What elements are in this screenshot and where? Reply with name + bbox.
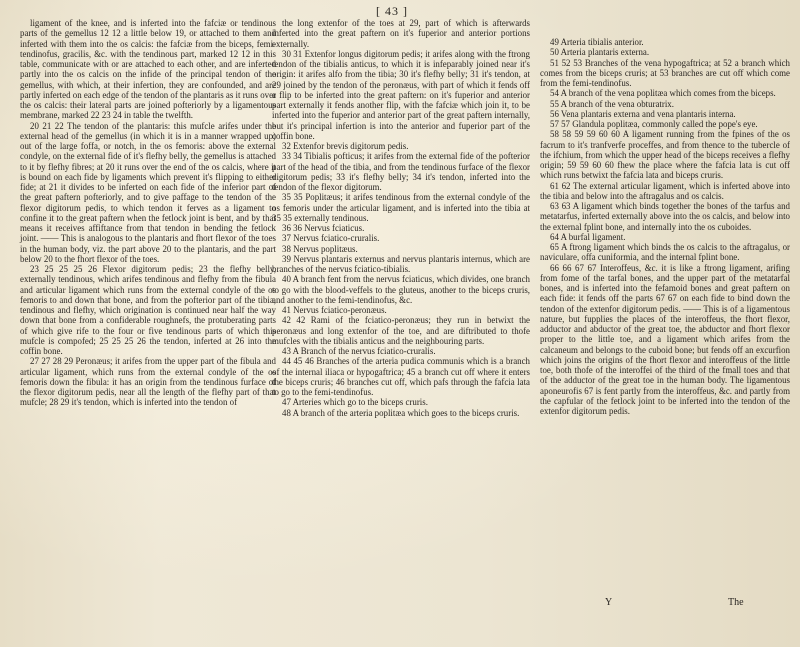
paragraph: 47 Arteries which go to the biceps cruris. [282, 397, 428, 408]
page-number: [ 43 ] [376, 4, 408, 18]
paragraph: 54 A branch of the vena poplitæa which comes from the biceps. [550, 88, 776, 99]
text-column-left [20, 18, 276, 408]
text-column-middle [272, 18, 530, 418]
paragraph: 50 Arteria plantaris externa. [550, 47, 650, 58]
paragraph: 43 A Branch of the nervus fciatico-cruralis. [282, 346, 436, 356]
paragraph: 39 Nervus plantaris externus and nervus plantaris internus, which are branches of the nervus fciatico-tibialis. [272, 253, 530, 274]
paragraph: 64 A burfal ligament. [550, 231, 626, 242]
paragraph: 33 34 Tibialis pofticus; it arifes from the external fide of the pofterior part of the head of the tibia, and from the tendinous furface of the flexor digitorum pedis; 33 it's flefhy belly; 34 it's tendon, inferted into the tendon of the flexor digitorum. [272, 151, 530, 192]
paragraph: 63 63 A ligament which binds together the bones of the tarfus and metatarfus, inferted externally above into the os calcis, and below into the external fplint bone, and internally into the os cuboides. [540, 201, 790, 232]
paragraph: 35 35 Poplitæus; it arifes tendinous from the external condyle of the os femoris under the articular ligament, and is inferted into the tibia at 35 35 externally tendinous. [272, 192, 530, 223]
paragraph: 61 62 The external articular ligament, which is inferted above into the tibia and below into the aftragalus and os calcis. [540, 180, 790, 201]
paragraph: 27 27 28 29 Peronæus; it arifes from the upper part of the fibula and articular ligament, which runs from the external condyle of the os femoris down the fibula: it has an origin from the tendinous furface of the flexor digitorum pedis, near all the length of the flefhy part of that mufcle; 28 29 it's tendon, which is inferted into the tendon of [20, 356, 276, 408]
paragraph: 38 Nervus poplitæus. [282, 243, 358, 254]
paragraph: 20 21 22 The tendon of the plantaris: this mufcle arifes under the external head of the gemellus (in which it is in a manner wrapped up) out of the large foffa, or notch, in the os femoris: above the external condyle, on the external fide of it's flefhy belly, the gemellus is attached to it by flefhy fibres; at 20 it runs over the end of the os calcis, where it is bound on each fide by ligaments which prevent it's flipping to either fide; at 21 it divides to be inferted on each fide of the inferior part of the great paftern pofteriorly, and to give paffage to the tendon of the flexor digitorum pedis, to which tendon it ferves as a ligament to confine it to the great paftern when the fetlock joint is bent, and by that means it receives affiftance from that tendon in bending the fetlock joint. —— This is analogous to the plantaris and fhort flexor of the toes in the human body, viz. the part above 20 to the plantaris, and the part below 20 to the fhort flexor of the toes. [20, 120, 276, 264]
paragraph: 23 25 25 25 26 Flexor digitorum pedis; 23 the flefhy belly, externally tendinous, which arifes tendinous and flefhy from the fibula and articular ligament which runs from the external condyle of the os femoris to and down that bone, and from the pofterior part of the tibia, tendinous and flefhy, which origination is continued near half the way down that bone from a confiderable roughnefs, the protuberating parts of which give rife to the four or five tendinous parts of which this mufcle is compofed; 25 25 25 26 the tendon, inferted at 26 into the coffin bone. [20, 264, 276, 356]
paragraph: 48 A branch of the arteria poplitæa which goes to the biceps cruris. [282, 407, 520, 418]
catchword: The [728, 597, 744, 608]
paragraph: 32 Extenfor brevis digitorum pedis. [282, 141, 409, 151]
paragraph: 51 52 53 Branches of the vena hypogaftrica; at 52 a branch which comes from the biceps cruris; at 53 branches are cut off which come from the femi-tendinofus. [540, 57, 790, 88]
paragraph: 58 58 59 59 60 60 A ligament running from the fpines of the os facrum to it's tranfverfe proceffes, and from thence to the tubercle of the ifchium, from which the upper head of the biceps receives a flefhy origin; 59 59 60 60 fhew the place where the fafcia lata is cut off which runs betwixt the fafcia lata and biceps cruris. [540, 129, 790, 181]
paragraph: ligament of the knee, and is inferted into the fafciæ or tendinous parts of the gemellus 12 12 a little below 19, or attached to them and inferted with them into the os calcis: the fafciæ from the biceps, femi-tendinofus, gracilis, &c. with the tendinous part, marked 12 12 in this table, communicate with or are attached to each other, and are inferted partly into the os calcis on the infide of the principal tendon of the gemellus, with which, at their infertion, they are confounded, and are partly inferted on each edge of the tendon of the plantaris as it runs over the os calcis: their lateral parts are joined pofteriorly by a ligamentous membrane, marked 22 23 24 in table the twelfth. [20, 18, 276, 121]
paragraph: 41 Nervus fciatico-peronæus. [282, 305, 387, 315]
paragraph: the long extenfor of the toes at 29, part of which is afterwards inferted into the great paftern on it's fuperior and anterior portions externally. [272, 18, 530, 49]
paragraph: 66 66 67 67 Interoffeus, &c. it is like a ftrong ligament, arifing from fome of the tarfal bones, and the upper part of the metatarfal bones, and is inferted into the fefamoid bones and great paftern on each fide: it fends off the parts 67 67 on each fide to bind down the tendon of the extenfor digitorum pedis. —— This is of a ligamentous nature, but fupplies the places of the interoffeus, the fhort flexor, adductor and abductor of the great toe, the abductor and fhort flexor proper to the little toe, and a ligament which arifes from the calcaneum and belongs to the cuboid bone; but fends off an excurfion which joins the origins of the fhort flexor and interoffeus of the little toe, both thofe of the interoffei of the third of the fmall toes and that of the adductor of the great toe in the human body. The ligamentous aponeurofis 67 is fent partly from the interoffeus, &c. and partly from the capfular of the fetlock joint to be inferted into the tendon of the extenfor digitorum pedis. [540, 262, 790, 416]
paragraph: 65 A ftrong ligament which binds the os calcis to the aftragalus, or naviculare, offa cuniformia, and the internal fplint bone. [540, 242, 790, 263]
paragraph: 44 45 46 Branches of the arteria pudica communis which is a branch of the internal iliaca or hypogaftrica; 45 a branch cut off where it enters the biceps cruris; 46 branches cut off, which pafs through the fafcia lata to go to the femi-tendinofus. [272, 356, 530, 397]
paragraph: 56 Vena plantaris externa and vena plantaris interna. [550, 108, 736, 119]
paragraph: 57 57 Glandula poplitæa, commonly called the pope's eye. [550, 119, 758, 129]
text-column-right [540, 37, 790, 416]
paragraph: 36 36 Nervus fciaticus. [282, 223, 365, 233]
paragraph: 37 Nervus fciatico-cruralis. [282, 233, 380, 244]
paragraph: 30 31 Extenfor longus digitorum pedis; it arifes along with the ftrong tendon of the tibialis anticus, to which it is infeparably joined near it's origin: it arifes alfo from the tibia; 30 it's flefhy belly; 31 it's tendon, at 29 joined by the tendon of the peronæus, with part of which it fends off a flip to be inferted into the great paftern: on it's fuperior and anterior part externally it fends another flip, with the fafciæ which join it, to be inferted into the fuperior and anterior part of the great paftern internally, but it's principal infertion is into the anterior and fuperior part of the coffin bone. [272, 48, 530, 141]
paragraph: 40 A branch fent from the nervus fciaticus, which divides, one branch to go with the blood-veffels to the gluteus, another to the biceps cruris, and another to the femi-tendinofus, &c. [272, 274, 530, 305]
paragraph: 49 Arteria tibialis anterior. [550, 37, 644, 47]
paragraph: 42 42 Rami of the fciatico-peronæus; they run in betwixt the peronæus and long extenfor of the toe, and are diftributed to thofe mufcles with the tibialis anticus and the neighbouring parts. [272, 315, 530, 346]
signature-mark: Y [605, 597, 614, 608]
paragraph: 55 A branch of the vena obturatrix. [550, 98, 674, 109]
